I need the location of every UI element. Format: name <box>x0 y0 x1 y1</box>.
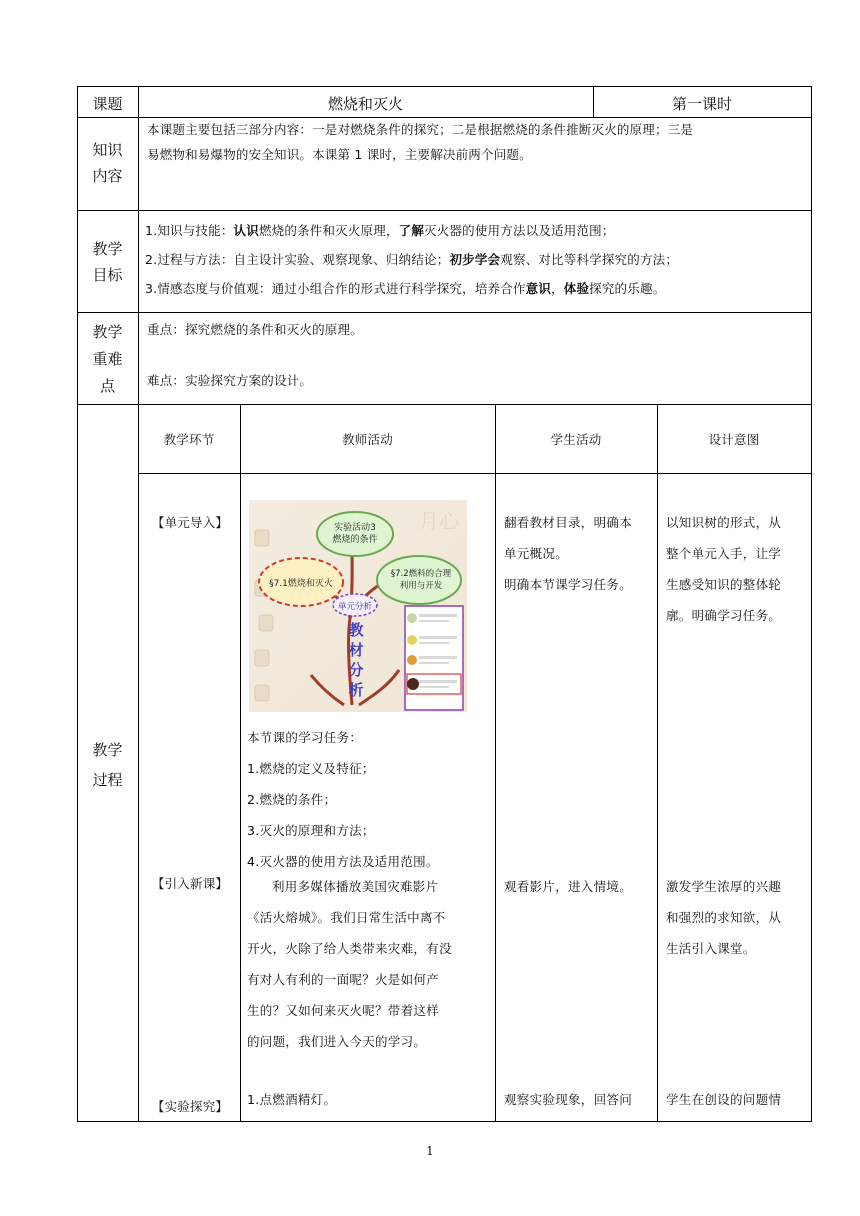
student-experiment: 观察实验现象，回答问 <box>504 1092 633 1107</box>
teacher-experiment: 1.点燃酒精灯。 <box>247 1092 337 1107</box>
stage-experiment: 【实验探究】 <box>151 1099 229 1114</box>
svg-text:实验活动3: 实验活动3 <box>334 523 376 533</box>
objectives-content <box>145 216 809 303</box>
keypoints-label: 教学 重难 点 <box>92 323 123 395</box>
column-student: 学生活动 <box>550 432 602 447</box>
intent-new-lesson: 激发学生浓厚的兴趣 和强烈的求知欲，从 生活引入课堂。 <box>666 879 782 956</box>
objective-process: 2.过程与方法：自主设计实验、观察现象、归纳结论；初步学会观察、对比等科学探究的方法； <box>145 252 679 267</box>
svg-text:材: 材 <box>348 641 364 659</box>
column-intent: 设计意图 <box>708 432 760 447</box>
difficult-point: 难点：实验探究方案的设计。 <box>147 373 313 388</box>
lesson-title: 燃烧和灭火 <box>327 95 403 113</box>
svg-text:燃烧的条件: 燃烧的条件 <box>332 535 378 545</box>
page-number: 1 <box>426 1144 434 1158</box>
teacher-tasks: 本节课的学习任务： 1.燃烧的定义及特征； 2.燃烧的条件； 3.灭火的原理和方法； 4.灭火器的使用方法及适用范围。 <box>247 730 439 869</box>
svg-text:§7.1燃烧和灭火: §7.1燃烧和灭火 <box>269 579 333 589</box>
objective-attitude: 3.情感态度与价值观：通过小组合作的形式进行科学探究，培养合作意识，体验探究的乐趣。 <box>145 281 666 296</box>
column-stage: 教学环节 <box>163 432 215 447</box>
svg-text:教: 教 <box>348 621 364 639</box>
svg-text:利用与开发: 利用与开发 <box>399 581 443 591</box>
svg-text:月心: 月心 <box>419 509 459 533</box>
svg-text:§7.2燃料的合理: §7.2燃料的合理 <box>390 569 452 579</box>
objectives-label: 教学 目标 <box>92 240 123 284</box>
lesson-period: 第一课时 <box>671 95 732 113</box>
column-teacher: 教师活动 <box>342 432 393 447</box>
intent-unit: 以知识树的形式，从 整个单元入手，让学 生感受知识的整体轮 廓。明确学习任务。 <box>666 515 782 623</box>
knowledge-tree-image <box>249 500 467 712</box>
key-point: 重点：探究燃烧的条件和灭火的原理。 <box>147 322 363 337</box>
svg-text:析: 析 <box>348 681 364 699</box>
knowledge-label: 知识 内容 <box>92 141 123 185</box>
teacher-intro: 利用多媒体播放美国灾难影片 《活火熔城》。我们日常生活中离不 开火，火除了给人类带来灾难，有没 有对人有利的一面呢？火是如何产 生的？又如何来灭火呢？带着这样 的问题，我们进入今天的学习。 <box>247 879 452 1049</box>
stage-new-lesson: 【引入新课】 <box>151 876 229 891</box>
svg-text:分: 分 <box>348 661 364 679</box>
stage-unit-intro: 【单元导入】 <box>151 515 229 530</box>
intent-experiment: 学生在创设的问题情 <box>666 1092 782 1107</box>
student-unit: 翻看教材目录，明确本 单元概况。 明确本节课学习任务。 <box>504 515 633 592</box>
student-new-lesson: 观看影片，进入情境。 <box>504 879 633 894</box>
svg-text:单元分析: 单元分析 <box>337 602 373 612</box>
objective-knowledge: 1.知识与技能：认识燃烧的条件和灭火原理，了解灭火器的使用方法以及适用范围； <box>145 223 615 238</box>
header-label: 课题 <box>92 95 123 113</box>
process-label: 教学 过程 <box>92 741 123 789</box>
knowledge-content: 本课题主要包括三部分内容：一是对燃烧条件的探究；二是根据燃烧的条件推断灭火的原理；三是 易燃物和易爆物的安全知识。本课第 1 课时，主要解决前两个问题。 <box>147 122 694 162</box>
